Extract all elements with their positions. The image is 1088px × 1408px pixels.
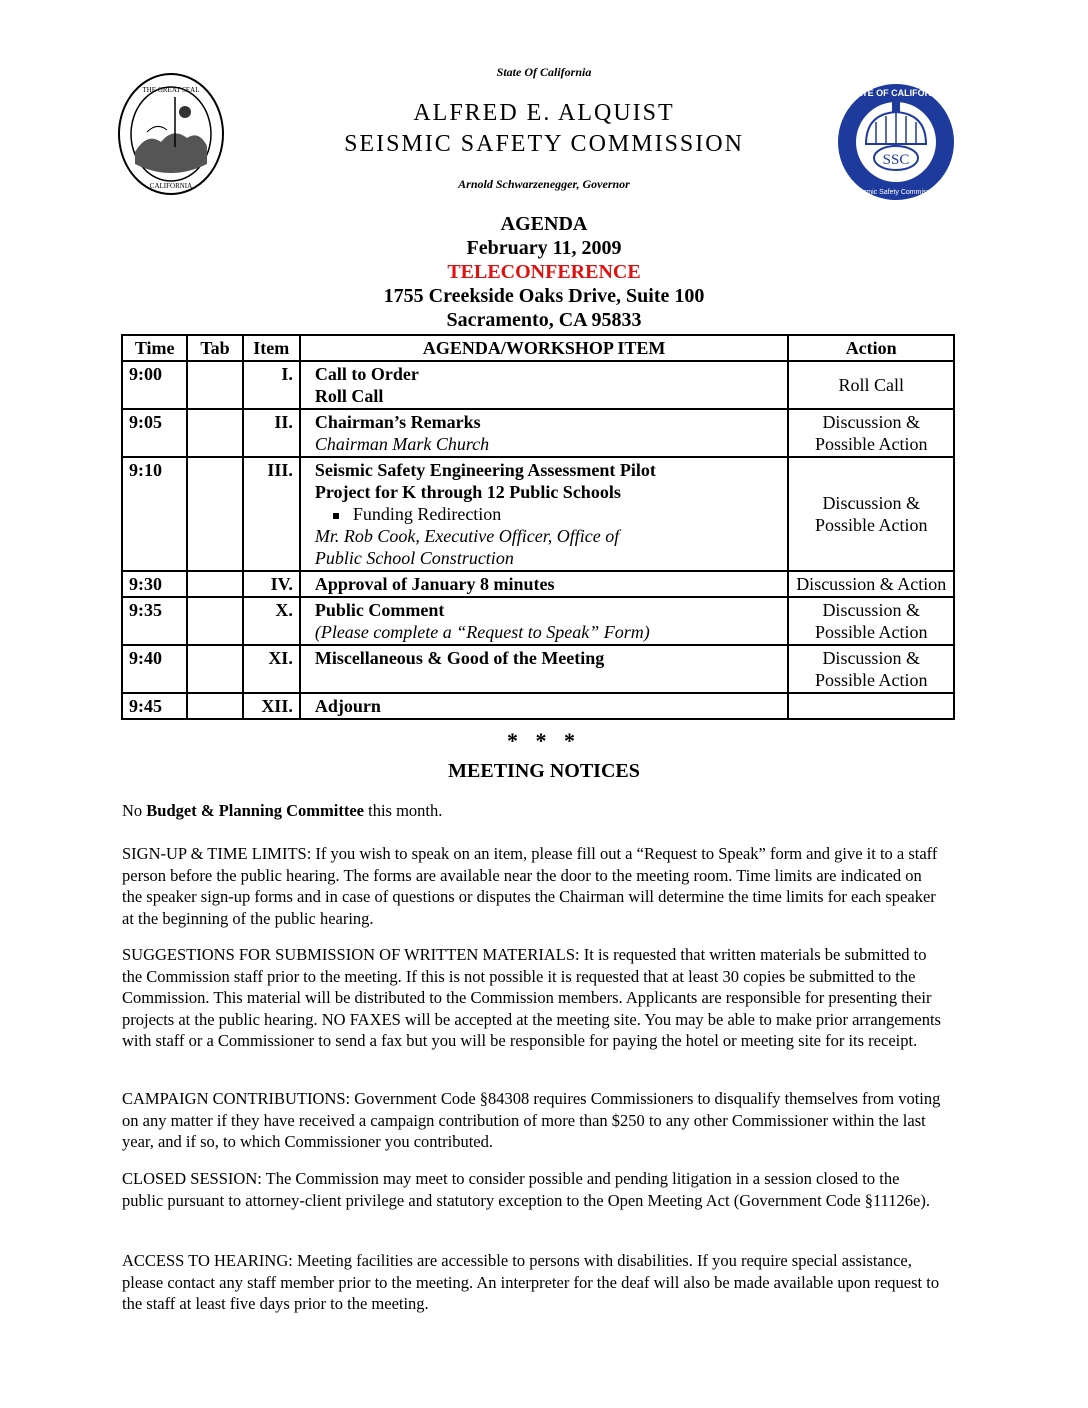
row-description [300, 361, 789, 409]
row-time: 9:05 [122, 409, 187, 457]
row-time: 9:30 [122, 571, 187, 597]
table-row [122, 409, 954, 457]
svg-text:STATE OF CALIFORNIA: STATE OF CALIFORNIA [845, 88, 947, 98]
header-item: Item [243, 335, 300, 361]
row-item: II. [243, 409, 300, 457]
row-description [300, 693, 789, 719]
meeting-mode: TELECONFERENCE [447, 261, 641, 283]
item-note: (Please complete a “Request to Speak” Form) [314, 622, 650, 642]
table-row [122, 571, 954, 597]
address-line-2: Sacramento, CA 95833 [446, 309, 642, 331]
row-description [300, 457, 789, 571]
budget-prefix: No [122, 801, 147, 820]
item-presenter-2: Public School Construction [314, 548, 514, 568]
row-time: 9:00 [122, 361, 187, 409]
table-row [122, 361, 954, 409]
table-row [122, 645, 954, 693]
row-action: Discussion & Possible Action [788, 409, 954, 457]
org-line-1: ALFRED E. ALQUIST [413, 100, 675, 126]
row-description [300, 645, 789, 693]
row-action: Roll Call [788, 361, 954, 409]
row-time: 9:40 [122, 645, 187, 693]
row-action: Discussion & Possible Action [788, 645, 954, 693]
notice-budget [122, 800, 942, 822]
agenda-table [121, 334, 955, 720]
bullet-square-icon [333, 513, 339, 519]
svg-text:SSC: SSC [882, 152, 910, 168]
row-item: III. [243, 457, 300, 571]
row-action: Discussion & Action [788, 571, 954, 597]
row-description [300, 409, 789, 457]
agenda-title-block [0, 212, 1088, 332]
row-item: I. [243, 361, 300, 409]
table-row [122, 693, 954, 719]
row-tab [187, 361, 242, 409]
row-tab [187, 597, 242, 645]
row-tab [187, 571, 242, 597]
state-label: State Of California [496, 65, 592, 79]
address-line-1: 1755 Creekside Oaks Drive, Suite 100 [383, 285, 705, 307]
row-time: 9:10 [122, 457, 187, 571]
item-presenter: Chairman Mark Church [314, 434, 490, 454]
item-title: Call to Order [314, 364, 419, 384]
row-item: XI. [243, 645, 300, 693]
svg-text:CALIFORNIA: CALIFORNIA [149, 182, 193, 190]
budget-suffix: this month. [364, 801, 443, 820]
org-line-2: SEISMIC SAFETY COMMISSION [344, 131, 744, 157]
row-action [788, 693, 954, 719]
header-tab: Tab [187, 335, 242, 361]
svg-text:THE GREAT SEAL: THE GREAT SEAL [142, 86, 200, 94]
governor-label: Arnold Schwarzenegger, Governor [458, 177, 630, 191]
item-title: Public Comment [314, 600, 445, 620]
notice-campaign: CAMPAIGN CONTRIBUTIONS: Government Code §84308 requires Commissioners to disqualify themselves from voting on any matter if they have received a campaign contribution of more than $250 to any other Commissioner within the last year, and if so, to which Commissioner you contributed. [122, 1089, 941, 1151]
budget-committee-name: Budget & Planning Committee [146, 801, 364, 820]
row-description [300, 597, 789, 645]
item-title-2: Project for K through 12 Public Schools [314, 482, 621, 502]
row-action: Discussion & Possible Action [788, 457, 954, 571]
row-tab [187, 645, 242, 693]
organization-name [0, 98, 1088, 160]
item-title: Seismic Safety Engineering Assessment Pilot [314, 460, 656, 480]
table-row [122, 457, 954, 571]
item-presenter: Mr. Rob Cook, Executive Officer, Office of [314, 526, 620, 546]
notice-access: ACCESS TO HEARING: Meeting facilities are accessible to persons with disabilities. If you require special assistance, please contact any staff member prior to the meeting. An interpreter for the deaf will also be made available upon request to the staff at least five days prior to the meeting. [122, 1251, 940, 1313]
row-item: IV. [243, 571, 300, 597]
item-title: Approval of January 8 minutes [314, 574, 555, 594]
meeting-date: February 11, 2009 [466, 237, 622, 259]
row-tab [187, 693, 242, 719]
row-item: XII. [243, 693, 300, 719]
row-tab [187, 409, 242, 457]
notice-closed-session: CLOSED SESSION: The Commission may meet to consider possible and pending litigation in a session closed to the public pursuant to attorney-client privilege and statutory exception to the Open Meeting Act (Government Code §11126e). [122, 1169, 930, 1210]
agenda-heading: AGENDA [500, 213, 588, 235]
row-action: Discussion & Possible Action [788, 597, 954, 645]
row-time: 9:45 [122, 693, 187, 719]
item-title: Chairman’s Remarks [314, 412, 481, 432]
item-title: Miscellaneous & Good of the Meeting [314, 648, 605, 668]
table-row [122, 597, 954, 645]
row-description [300, 571, 789, 597]
notice-submission: SUGGESTIONS FOR SUBMISSION OF WRITTEN MATERIALS: It is requested that written materials be submitted to the Commission staff prior to the meeting. If this is not possible it is requested that at least 30 copies be submitted to the Commission. This material will be distributed to the Commission members. Applicants are responsible for presenting their projects at the public hearing. NO FAXES will be accepted at the meeting site. You may be able to make prior arrangements with staff or a Commissioner to send a fax but you will be responsible for paying the hotel or meeting site for its receipt. [122, 945, 941, 1050]
header-time: Time [122, 335, 187, 361]
row-tab [187, 457, 242, 571]
bullet-text: Funding Redirection [352, 504, 502, 524]
row-time: 9:35 [122, 597, 187, 645]
notice-signup: SIGN-UP & TIME LIMITS: If you wish to speak on an item, please fill out a “Request to Speak” form and give it to a staff person before the public hearing. The forms are available near the door to the meeting room. Time limits are indicated on the speaker sign-up forms and in case of questions or disputes the Chairman will determine the time limits for each speaker at the beginning of the public hearing. [122, 844, 938, 928]
item-title: Adjourn [314, 696, 381, 716]
header-action: Action [788, 335, 954, 361]
row-item: X. [243, 597, 300, 645]
header-description: AGENDA/WORKSHOP ITEM [300, 335, 789, 361]
item-bullet [307, 503, 782, 525]
notices-heading: MEETING NOTICES [448, 760, 640, 782]
item-title-2: Roll Call [314, 386, 384, 406]
svg-text:Seismic Safety Commission: Seismic Safety Commission [852, 189, 940, 196]
table-header-row [122, 335, 954, 361]
section-separator: * * * [507, 728, 581, 753]
